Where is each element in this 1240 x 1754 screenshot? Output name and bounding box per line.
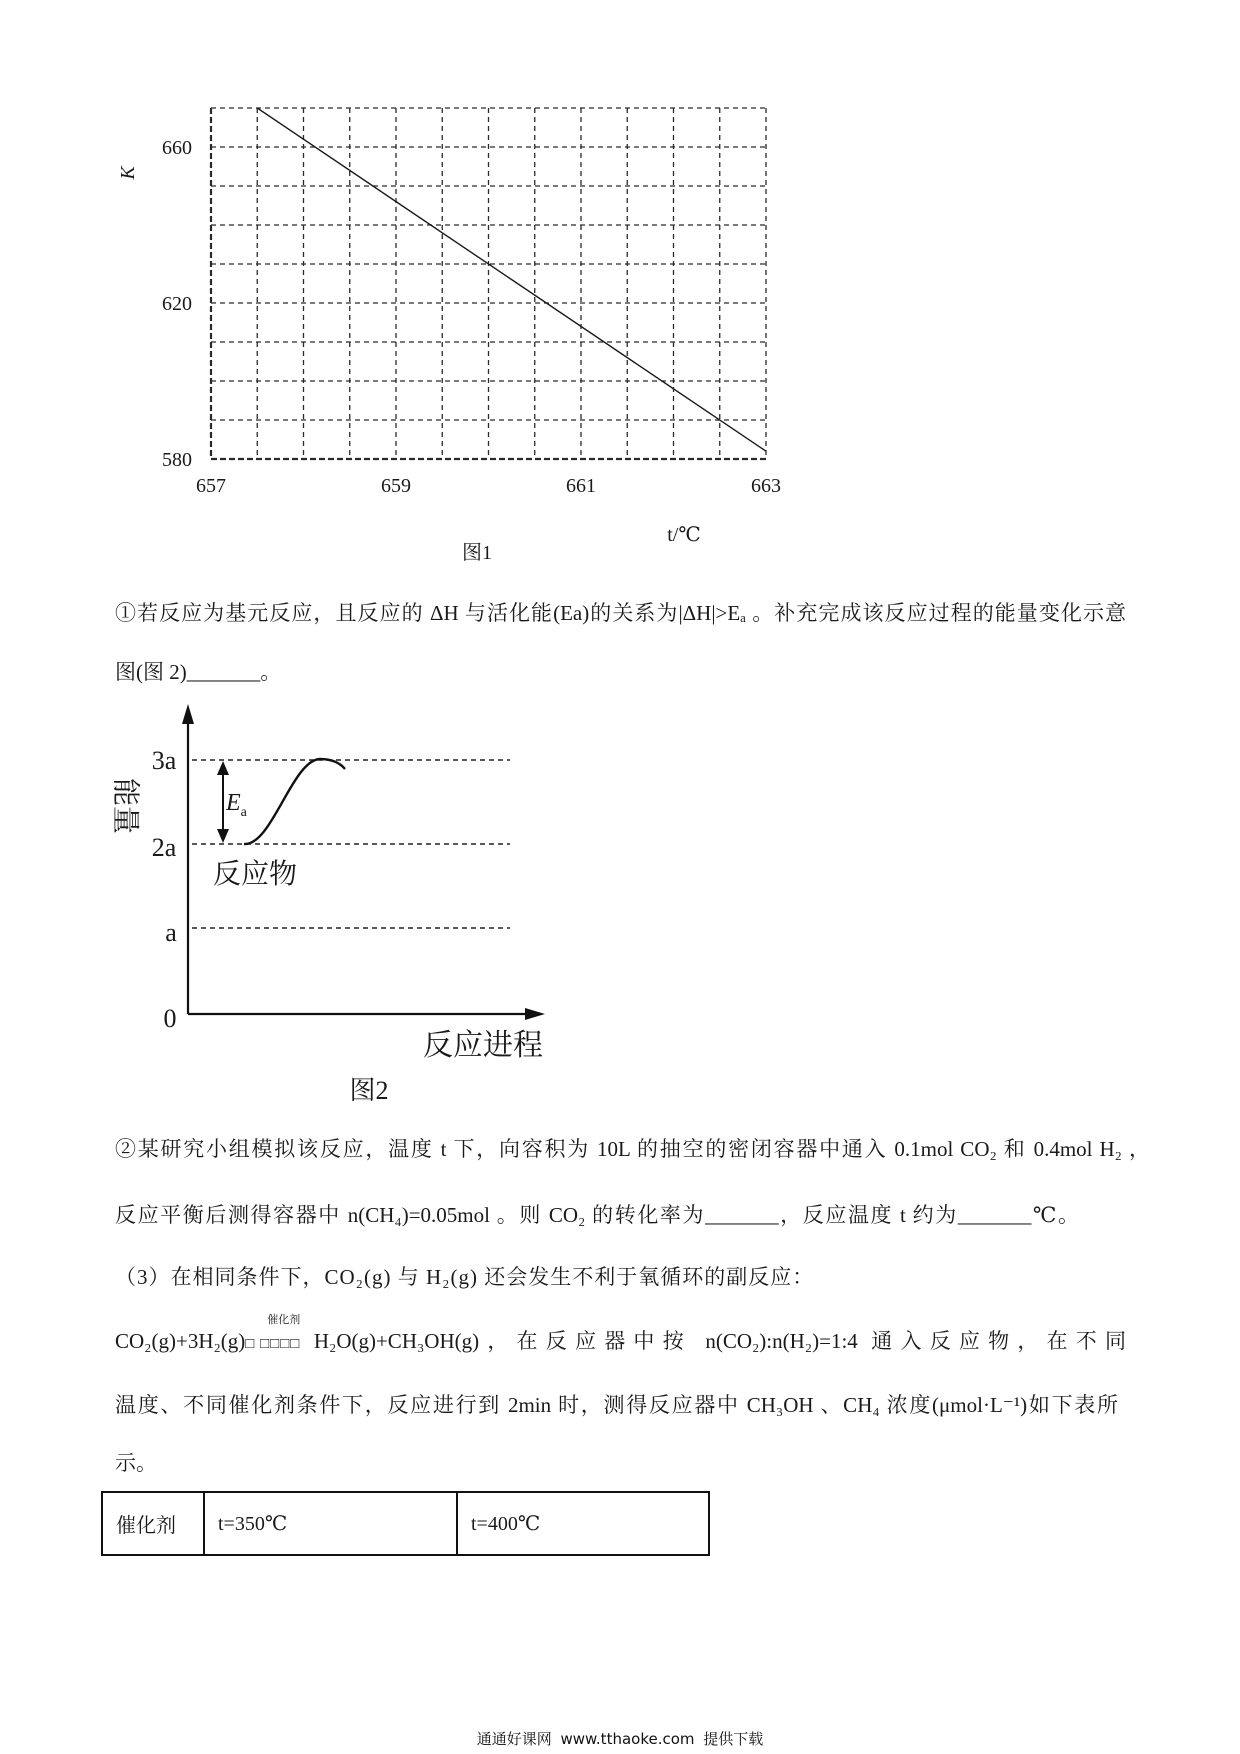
question3-equation-line	[115, 1314, 1126, 1356]
y-axis-label: K	[117, 166, 139, 180]
ea-arrowhead-up	[217, 761, 229, 775]
ea-symbol: E	[226, 790, 241, 816]
level-label-a: a	[165, 918, 177, 947]
level-label-0: 0	[163, 1004, 177, 1033]
table-header-row	[102, 1492, 709, 1555]
grid	[211, 108, 766, 459]
equation-arrow	[245, 1314, 301, 1359]
energy-axis-label: 能量	[109, 777, 141, 835]
page-footer: 通通好课网 www.tthaoke.com 提供下载	[476, 1730, 764, 1748]
y-tick-label: 660	[162, 137, 192, 159]
question1-line2: 图(图 2)_______。	[115, 660, 282, 684]
question3-line1: （3）在相同条件下，CO₂(g) 与 H₂(g) 还会发生不利于氧循环的副反应：	[115, 1265, 815, 1289]
ea-arrowhead-down	[217, 829, 229, 843]
question3-line3: 温度、不同催化剂条件下，反应进行到 2min 时，测得反应器中 CH₃OH 、CH₄ 浓度(μmol·L⁻¹)如下表所	[115, 1393, 1118, 1417]
series	[257, 108, 766, 451]
table-header-350: t=350℃	[204, 1492, 457, 1555]
question2-line1: ②某研究小组模拟该反应，温度 t 下，向容积为 10L 的抽空的密闭容器中通入 0.1mol CO₂ 和 0.4mol H₂ ，	[115, 1137, 1150, 1161]
question3-line4: 示。	[115, 1451, 157, 1475]
tick-labels	[162, 137, 781, 497]
series-line	[257, 108, 766, 451]
equation-products-text: H₂O(g)+CH₃OH(g)，在反应器中按 n(CO₂):n(H₂)=1:4 通入反应物，在不同	[300, 1329, 1126, 1353]
figure2-caption: 图2	[349, 1076, 389, 1105]
x-axis-label: t/℃	[667, 524, 701, 546]
catalyst-table	[101, 1491, 710, 1556]
equation-reactants: CO₂(g)+3H₂(g)	[115, 1329, 246, 1353]
level-label-3a: 3a	[151, 746, 177, 775]
ea-label	[225, 790, 248, 820]
x-tick-label: 659	[381, 475, 411, 497]
level-label-2a: 2a	[151, 833, 177, 862]
x-tick-label: 663	[751, 475, 781, 497]
x-tick-label: 657	[196, 475, 226, 497]
y-tick-label: 620	[162, 293, 192, 315]
x-axis-arrowhead	[525, 1008, 545, 1020]
reactant-label: 反应物	[212, 859, 298, 890]
catalyst-label: 催化剂	[267, 1314, 301, 1326]
question1-line1: ①若反应为基元反应，且反应的 ΔH 与活化能(Ea)的关系为|ΔH|>Eₐ 。补充完成该反应过程的能量变化示意	[115, 601, 1126, 625]
y-axis-arrowhead	[182, 704, 194, 724]
reaction-curve	[244, 759, 345, 844]
figure1-caption: 图1	[462, 542, 492, 564]
x-axis-label-reaction-progress: 反应进程	[423, 1029, 543, 1062]
ea-subscript: a	[240, 805, 247, 820]
y-tick-label: 580	[162, 449, 192, 471]
energy-diagram	[0, 690, 620, 1110]
k-vs-t-chart	[0, 0, 820, 580]
x-tick-label: 661	[566, 475, 596, 497]
question2-line2: 反应平衡后测得容器中 n(CH₄)=0.05mol 。则 CO₂ 的转化率为_______，反应温度 t 约为_______℃。	[115, 1203, 1079, 1227]
arrow-glyphs: □ □□□□	[245, 1336, 301, 1352]
table-header-400: t=400℃	[457, 1492, 709, 1555]
table-header-catalyst: 催化剂	[102, 1492, 204, 1555]
